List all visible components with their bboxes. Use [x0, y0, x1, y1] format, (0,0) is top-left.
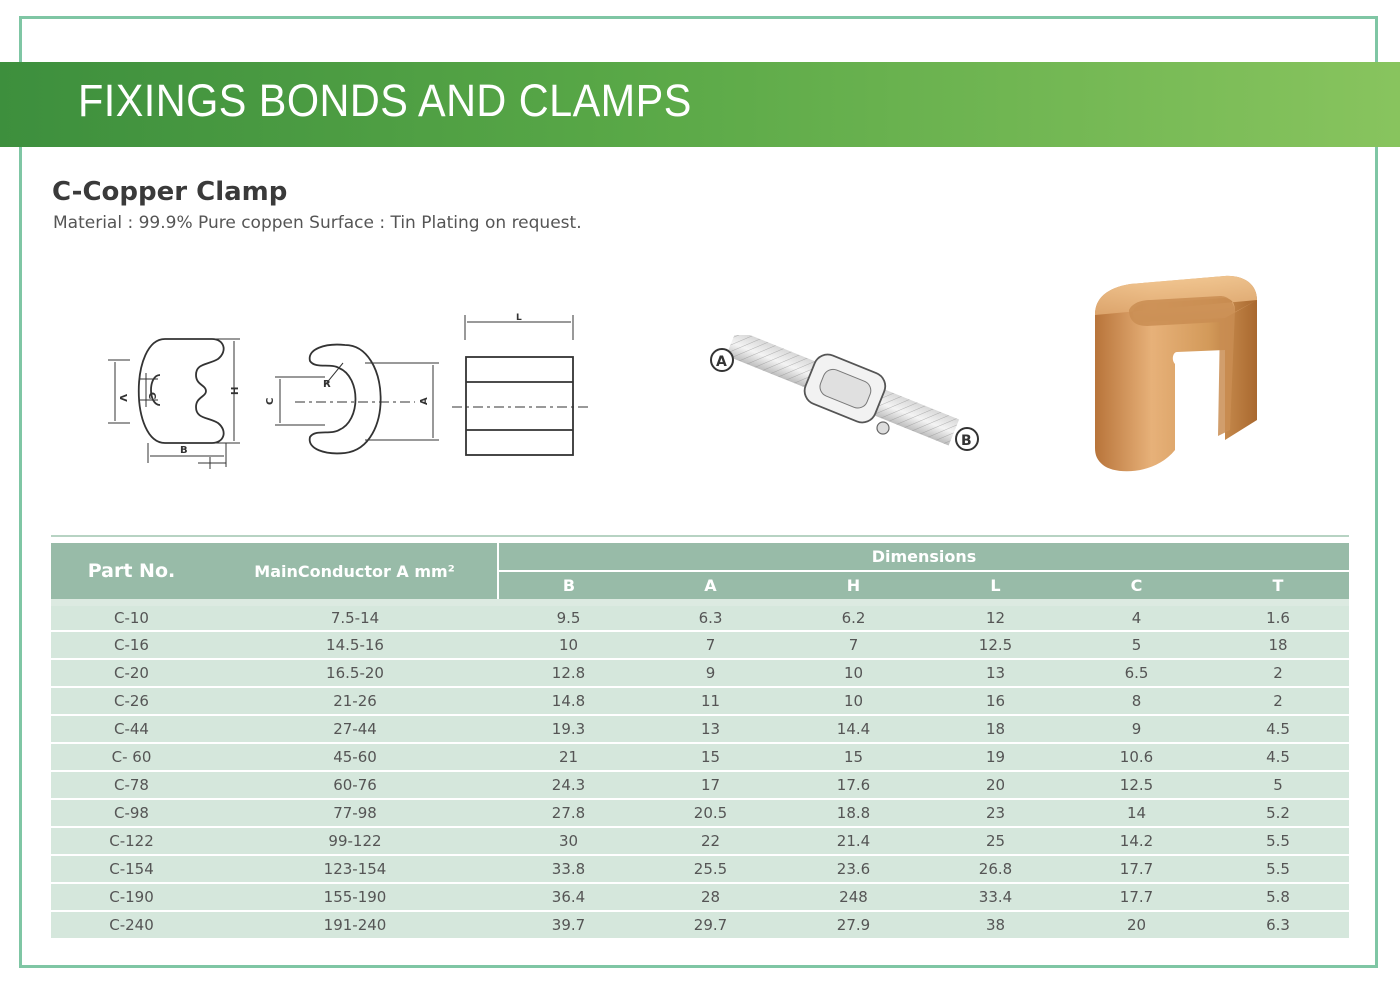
- cell-dim-b: 10: [498, 631, 639, 659]
- table-divider: [51, 535, 1349, 537]
- copper-clamp-illustration: [1085, 270, 1265, 480]
- cell-dim-b: 21: [498, 743, 639, 771]
- cell-dim-t: 6.3: [1207, 911, 1349, 938]
- cell-dim-c: 17.7: [1066, 883, 1207, 911]
- cell-dim-l: 12.5: [925, 631, 1066, 659]
- column-header-h: H: [782, 571, 925, 603]
- cell-dim-h: 23.6: [782, 855, 925, 883]
- cell-part-no: C-154: [51, 855, 212, 883]
- cell-dim-a: 25.5: [639, 855, 782, 883]
- cell-part-no: C-78: [51, 771, 212, 799]
- cell-dim-a: 22: [639, 827, 782, 855]
- table-row: [51, 715, 1349, 743]
- cell-dim-c: 14.2: [1066, 827, 1207, 855]
- dim-label-a: A: [419, 397, 430, 405]
- cell-dim-a: 28: [639, 883, 782, 911]
- cell-part-no: C-16: [51, 631, 212, 659]
- cell-dim-l: 33.4: [925, 883, 1066, 911]
- cell-dim-l: 23: [925, 799, 1066, 827]
- cell-dim-l: 18: [925, 715, 1066, 743]
- cell-dim-l: 12: [925, 603, 1066, 632]
- cell-dim-b: 36.4: [498, 883, 639, 911]
- column-header-main-conductor: MainConductor A mm²: [212, 543, 498, 603]
- cell-dim-b: 9.5: [498, 603, 639, 632]
- cell-main-conductor: 60-76: [212, 771, 498, 799]
- table-row: [51, 827, 1349, 855]
- cell-dim-b: 14.8: [498, 687, 639, 715]
- cell-dim-l: 25: [925, 827, 1066, 855]
- cell-dim-a: 15: [639, 743, 782, 771]
- cell-dim-b: 19.3: [498, 715, 639, 743]
- cell-dim-c: 20: [1066, 911, 1207, 938]
- column-header-a: A: [639, 571, 782, 603]
- cell-dim-t: 4.5: [1207, 743, 1349, 771]
- cell-main-conductor: 14.5-16: [212, 631, 498, 659]
- table-body: [51, 603, 1349, 939]
- cell-main-conductor: 45-60: [212, 743, 498, 771]
- cell-main-conductor: 77-98: [212, 799, 498, 827]
- column-header-l: L: [925, 571, 1066, 603]
- cell-dim-h: 17.6: [782, 771, 925, 799]
- cell-part-no: C-20: [51, 659, 212, 687]
- cell-dim-t: 1.6: [1207, 603, 1349, 632]
- column-header-part-no: Part No.: [51, 543, 212, 603]
- cell-part-no: C-122: [51, 827, 212, 855]
- dim-label-h: H: [230, 386, 241, 395]
- specification-table: [51, 543, 1349, 938]
- cell-dim-c: 9: [1066, 715, 1207, 743]
- cell-dim-a: 17: [639, 771, 782, 799]
- cell-dim-a: 6.3: [639, 603, 782, 632]
- cell-dim-c: 8: [1066, 687, 1207, 715]
- cell-dim-h: 10: [782, 687, 925, 715]
- dim-label-side-c: C: [265, 397, 276, 405]
- front-view-drawing: [100, 325, 260, 475]
- cell-dim-h: 21.4: [782, 827, 925, 855]
- dim-label-b: B: [180, 445, 188, 456]
- table-row: [51, 855, 1349, 883]
- table-row: [51, 631, 1349, 659]
- cell-part-no: C-44: [51, 715, 212, 743]
- cell-dim-c: 6.5: [1066, 659, 1207, 687]
- cell-part-no: C-26: [51, 687, 212, 715]
- cell-dim-h: 15: [782, 743, 925, 771]
- side-view-drawing: [265, 335, 450, 465]
- cell-part-no: C-240: [51, 911, 212, 938]
- dim-label-v: V: [117, 394, 128, 402]
- marker-a: A: [716, 354, 727, 370]
- cell-dim-h: 7: [782, 631, 925, 659]
- table-row: [51, 603, 1349, 632]
- cell-part-no: C-98: [51, 799, 212, 827]
- cell-dim-b: 33.8: [498, 855, 639, 883]
- cell-dim-t: 2: [1207, 687, 1349, 715]
- cell-dim-b: 12.8: [498, 659, 639, 687]
- cell-dim-a: 20.5: [639, 799, 782, 827]
- cell-dim-b: 39.7: [498, 911, 639, 938]
- cell-dim-h: 18.8: [782, 799, 925, 827]
- cell-dim-t: 4.5: [1207, 715, 1349, 743]
- table-row: [51, 883, 1349, 911]
- cell-dim-c: 14: [1066, 799, 1207, 827]
- product-material-note: Material : 99.9% Pure coppen Surface : Tin Plating on request.: [53, 213, 582, 233]
- table-row: [51, 743, 1349, 771]
- cell-dim-l: 38: [925, 911, 1066, 938]
- cell-dim-t: 18: [1207, 631, 1349, 659]
- installation-illustration: [700, 335, 990, 460]
- cell-main-conductor: 27-44: [212, 715, 498, 743]
- product-title: C-Copper Clamp: [52, 177, 288, 207]
- column-group-dimensions: Dimensions: [498, 543, 1349, 571]
- cell-part-no: C-190: [51, 883, 212, 911]
- cell-dim-t: 5.5: [1207, 855, 1349, 883]
- cell-part-no: C-10: [51, 603, 212, 632]
- cell-dim-c: 5: [1066, 631, 1207, 659]
- cell-main-conductor: 21-26: [212, 687, 498, 715]
- cell-dim-l: 13: [925, 659, 1066, 687]
- section-title: FIXINGS BONDS AND CLAMPS: [78, 75, 692, 126]
- cell-main-conductor: 99-122: [212, 827, 498, 855]
- cell-dim-h: 14.4: [782, 715, 925, 743]
- cell-dim-a: 29.7: [639, 911, 782, 938]
- cell-dim-b: 30: [498, 827, 639, 855]
- table-row: [51, 799, 1349, 827]
- cell-dim-l: 26.8: [925, 855, 1066, 883]
- cell-dim-a: 13: [639, 715, 782, 743]
- cell-dim-c: 12.5: [1066, 771, 1207, 799]
- cell-dim-c: 10.6: [1066, 743, 1207, 771]
- cell-dim-t: 5.5: [1207, 827, 1349, 855]
- column-header-t: T: [1207, 571, 1349, 603]
- cell-dim-h: 6.2: [782, 603, 925, 632]
- cell-dim-h: 248: [782, 883, 925, 911]
- cell-dim-a: 7: [639, 631, 782, 659]
- cell-dim-a: 11: [639, 687, 782, 715]
- cell-dim-t: 5.8: [1207, 883, 1349, 911]
- cell-dim-t: 5: [1207, 771, 1349, 799]
- cell-dim-l: 19: [925, 743, 1066, 771]
- column-header-c: C: [1066, 571, 1207, 603]
- cell-dim-t: 2: [1207, 659, 1349, 687]
- cell-dim-b: 24.3: [498, 771, 639, 799]
- marker-b: B: [961, 433, 972, 449]
- cell-dim-c: 17.7: [1066, 855, 1207, 883]
- cell-dim-b: 27.8: [498, 799, 639, 827]
- cell-main-conductor: 16.5-20: [212, 659, 498, 687]
- cell-main-conductor: 191-240: [212, 911, 498, 938]
- cell-dim-h: 27.9: [782, 911, 925, 938]
- table-row: [51, 659, 1349, 687]
- cell-dim-a: 9: [639, 659, 782, 687]
- cell-part-no: C- 60: [51, 743, 212, 771]
- cell-dim-l: 20: [925, 771, 1066, 799]
- table-row: [51, 687, 1349, 715]
- cell-main-conductor: 7.5-14: [212, 603, 498, 632]
- dim-label-r: R: [323, 379, 331, 390]
- column-header-b: B: [498, 571, 639, 603]
- cell-dim-t: 5.2: [1207, 799, 1349, 827]
- cell-dim-h: 10: [782, 659, 925, 687]
- top-view-drawing: [450, 310, 595, 460]
- table-row: [51, 771, 1349, 799]
- dim-label-l: L: [516, 313, 522, 323]
- cell-main-conductor: 123-154: [212, 855, 498, 883]
- dim-label-c: C: [146, 392, 157, 400]
- cell-main-conductor: 155-190: [212, 883, 498, 911]
- table-row: [51, 911, 1349, 938]
- cell-dim-c: 4: [1066, 603, 1207, 632]
- cell-dim-l: 16: [925, 687, 1066, 715]
